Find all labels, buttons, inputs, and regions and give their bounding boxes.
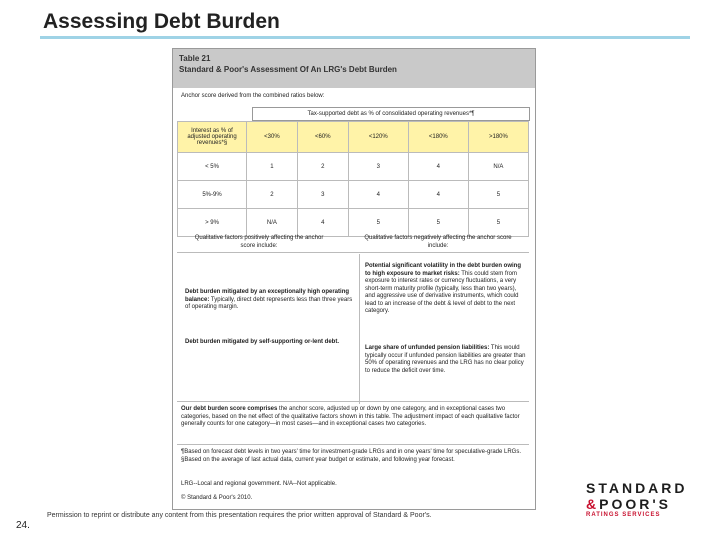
- column-divider: [359, 254, 360, 404]
- table-header: [173, 49, 535, 88]
- logo-line-3: RATINGS SERVICES: [586, 512, 661, 518]
- anchor-score-grid: [177, 121, 529, 237]
- negative-factor-1: [365, 263, 527, 316]
- table-number: Table 21: [179, 54, 211, 63]
- table-row: [178, 153, 529, 181]
- table-cell: 3: [348, 153, 408, 181]
- column-header: <60%: [297, 122, 348, 153]
- negative-factor-2: [365, 345, 527, 375]
- column-header: <30%: [247, 122, 298, 153]
- negative-factor-2-text: This would typically occur if unfunded pension liabilities are greater than 50% of operating revenues and the LRG has no clear policy to reduce the deficit over time.: [365, 345, 526, 374]
- table-cell: 1: [247, 153, 298, 181]
- logo-line-2: [586, 496, 702, 512]
- summary-text: the anchor score, adjusted up or down by one category, and in exceptional cases two categories, based on the net effect of the qualitative factors shown in this table. The adjustment impact of each qualitative factor generally counts for one category—in most cases—and in exceptional cases two categories.: [181, 406, 520, 427]
- negative-factors-heading: Qualitative factors negatively affecting the anchor score include:: [364, 235, 512, 249]
- divider: [177, 401, 529, 402]
- ratio-header: Tax-supported debt as % of consolidated operating revenues*¶: [252, 107, 530, 121]
- negative-factor-1-text: This could stem from exposure to interest rates or currency fluctuations, a very short-term maturity profile (typically, less than two years), and aggressive use of derivative instruments, which could lead to an increase of the debt & level of debt to the next category.: [365, 270, 519, 314]
- title-rule: [40, 36, 690, 39]
- table-row: [178, 209, 529, 237]
- logo-line-1: STANDARD: [586, 480, 688, 496]
- row-label: < 5%: [178, 153, 247, 181]
- summary-title: Our debt burden score comprises: [181, 406, 278, 412]
- column-header: >180%: [468, 122, 528, 153]
- table-cell: 4: [348, 181, 408, 209]
- anchor-line: Anchor score derived from the combined ratios below:: [181, 93, 325, 99]
- logo-poors: POOR'S: [599, 496, 672, 512]
- table-cell: 2: [247, 181, 298, 209]
- page-number: 24.: [16, 520, 30, 531]
- abbreviations: LRG--Local and regional government. N/A--Not applicable.: [181, 481, 337, 487]
- copyright: © Standard & Poor's 2010.: [181, 495, 253, 501]
- row-label: 5%-9%: [178, 181, 247, 209]
- logo-ampersand: &: [586, 496, 600, 512]
- positive-factors-heading: Qualitative factors positively affecting the anchor score include:: [194, 235, 324, 249]
- positive-factor-1-title: Debt burden mitigated by an exceptionally high operating balance:: [185, 289, 350, 303]
- table-cell: 4: [408, 153, 468, 181]
- table-cell: 4: [297, 209, 348, 237]
- footer-disclaimer: Permission to reprint or distribute any content from this presentation requires the prior written approval of Standard & Poor's.: [47, 512, 432, 519]
- positive-factor-1-text: Typically, direct debt represents less than three years of operating margin.: [185, 296, 353, 310]
- row-header-cell: Interest as % of adjusted operating revenues*§: [178, 122, 247, 153]
- table-cell: N/A: [468, 153, 528, 181]
- slide-title: Assessing Debt Burden: [43, 10, 280, 33]
- divider: [177, 252, 529, 253]
- table-cell: 5: [408, 209, 468, 237]
- table-cell: 3: [297, 181, 348, 209]
- negative-factor-1-title: Potential significant volatility in the debt burden owing to high exposure to market risks:: [365, 263, 522, 277]
- footnote: ¶Based on forecast debt levels in two years' time for investment-grade LRGs and in one years' time for speculative-grade LRGs. §Based on the average of last actual data, current year budget or estimate, and following year forecast.: [181, 449, 522, 463]
- table-cell: 5: [468, 209, 528, 237]
- table-cell: 2: [297, 153, 348, 181]
- table-cell: 4: [408, 181, 468, 209]
- negative-factor-2-title: Large share of unfunded pension liabilities:: [365, 345, 490, 351]
- summary-paragraph: [181, 406, 527, 429]
- table-cell: 5: [348, 209, 408, 237]
- table-cell: N/A: [247, 209, 298, 237]
- debt-burden-table-panel: [172, 48, 536, 510]
- table-row: [178, 181, 529, 209]
- column-header: <180%: [408, 122, 468, 153]
- grid-header-row: [178, 122, 529, 153]
- positive-factor-1: [185, 289, 353, 312]
- column-header: <120%: [348, 122, 408, 153]
- table-title: Standard & Poor's Assessment Of An LRG's Debt Burden: [179, 65, 397, 74]
- sp-logo: [586, 480, 702, 518]
- row-label: > 9%: [178, 209, 247, 237]
- table-cell: 5: [468, 181, 528, 209]
- divider: [177, 444, 529, 445]
- positive-factor-2: [185, 339, 353, 347]
- positive-factor-2-title: Debt burden mitigated by self-supporting or-lent debt.: [185, 339, 339, 345]
